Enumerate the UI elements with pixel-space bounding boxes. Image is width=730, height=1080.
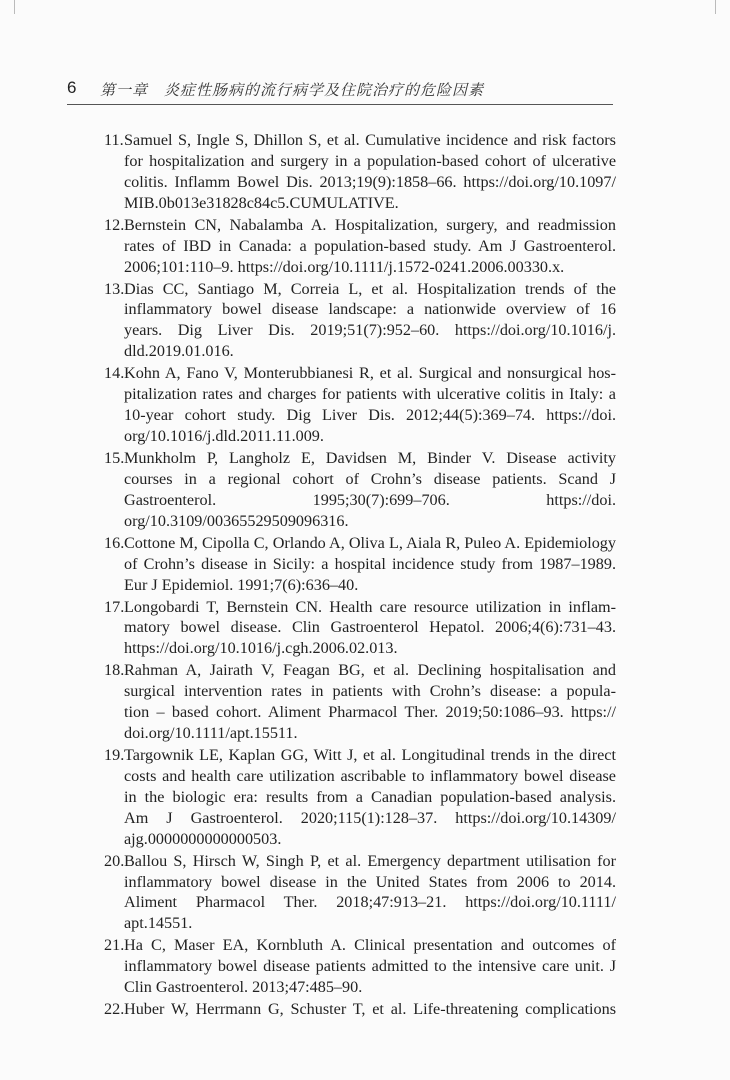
reference-line: 10-year cohort study. Dig Liver Dis. 2012;44(5):369–74. https://doi.: [124, 406, 616, 425]
reference-line: Dias CC, Santiago M, Correia L, et al. Hospitalization trends of the: [124, 279, 616, 298]
reference-line: Ha C, Maser EA, Kornbluth A. Clinical presentation and outcomes of: [124, 936, 616, 955]
reference-line: Kohn A, Fano V, Monterubbianesi R, et al. Surgical and nonsurgical hos-: [124, 364, 616, 383]
page-number: 6: [67, 78, 77, 97]
reference-item: [104, 935, 616, 998]
reference-line: Ballou S, Hirsch W, Singh P, et al. Emergency department utilisation for: [124, 851, 616, 870]
reference-line: Targownik LE, Kaplan GG, Witt J, et al. Longitudinal trends in the direct: [124, 746, 616, 765]
reference-line: Gastroenterol. 1995;30(7):699–706. https://doi.: [124, 490, 616, 509]
reference-line: years. Dig Liver Dis. 2019;51(7):952–60. https://doi.org/10.1016/j.: [124, 321, 616, 340]
reference-item: [104, 660, 616, 744]
reference-line: tion – based cohort. Aliment Pharmacol Ther. 2019;50:1086–93. https://: [124, 703, 616, 722]
reference-line: Samuel S, Ingle S, Dhillon S, et al. Cumulative incidence and risk factors: [124, 131, 616, 149]
reference-number: 11.: [104, 131, 124, 149]
reference-number: 19.: [104, 746, 125, 765]
reference-line: org/10.3109/00365529509096316.: [124, 511, 349, 530]
reference-item: [104, 851, 616, 935]
reference-line: rates of IBD in Canada: a population-based study. Am J Gastroenterol.: [124, 236, 616, 255]
reference-item: [104, 999, 616, 1020]
reference-line: dld.2019.01.016.: [124, 342, 234, 361]
reference-line: org/10.1016/j.dld.2011.11.009.: [124, 426, 324, 445]
reference-list: [104, 130, 616, 1021]
reference-line: Bernstein CN, Nabalamba A. Hospitalization, surgery, and readmission: [124, 215, 616, 234]
reference-line: Longobardi T, Bernstein CN. Health care resource utilization in inflam-: [124, 597, 616, 616]
reference-number: 20.: [104, 851, 125, 870]
crop-mark-right: [715, 0, 730, 14]
running-header: [67, 78, 613, 105]
reference-line: matory bowel disease. Clin Gastroenterol Hepatol. 2006;4(6):731–43.: [124, 618, 616, 637]
reference-item: [104, 533, 616, 596]
reference-line: in the biologic era: results from a Canadian population-based analysis.: [124, 787, 616, 806]
reference-number: 16.: [104, 533, 125, 552]
reference-line: courses in a regional cohort of Crohn’s disease patients. Scand J: [124, 469, 616, 488]
reference-line: costs and health care utilization ascribable to inflammatory bowel disease: [124, 766, 616, 785]
reference-number: 21.: [104, 936, 125, 955]
reference-line: Aliment Pharmacol Ther. 2018;47:913–21. https://doi.org/10.1111/: [124, 893, 616, 912]
reference-line: MIB.0b013e31828c84c5.CUMULATIVE.: [124, 193, 399, 212]
reference-number: 14.: [104, 364, 125, 383]
reference-line: pitalization rates and charges for patients with ulcerative colitis in Italy: a: [124, 385, 616, 404]
reference-line: colitis. Inflamm Bowel Dis. 2013;19(9):1858–66. https://doi.org/10.1097/: [124, 172, 616, 191]
reference-number: 22.: [104, 1000, 125, 1019]
reference-item: [104, 130, 616, 214]
reference-line: Am J Gastroenterol. 2020;115(1):128–37. https://doi.org/10.14309/: [124, 808, 616, 827]
reference-line: https://doi.org/10.1016/j.cgh.2006.02.013.: [124, 639, 398, 658]
reference-item: [104, 745, 616, 850]
reference-line: Clin Gastroenterol. 2013;47:485–90.: [124, 978, 363, 997]
reference-item: [104, 448, 616, 532]
reference-item: [104, 215, 616, 278]
reference-number: 17.: [104, 597, 125, 616]
chapter-title: 第一章 炎症性肠病的流行病学及住院治疗的危险因素: [100, 83, 485, 99]
reference-line: Rahman A, Jairath V, Feagan BG, et al. Declining hospitalisation and: [124, 661, 616, 680]
reference-number: 13.: [104, 279, 125, 298]
reference-line: for hospitalization and surgery in a population-based cohort of ulcerative: [124, 151, 616, 170]
reference-line: doi.org/10.1111/apt.15511.: [124, 724, 298, 743]
reference-item: [104, 363, 616, 447]
reference-line: Munkholm P, Langholz E, Davidsen M, Binder V. Disease activity: [124, 448, 616, 467]
reference-line: Eur J Epidemiol. 1991;7(6):636–40.: [124, 575, 359, 594]
reference-line: 2006;101:110–9. https://doi.org/10.1111/j.1572-0241.2006.00330.x.: [124, 257, 565, 276]
reference-line: surgical intervention rates in patients with Crohn’s disease: a popula-: [124, 682, 616, 701]
crop-mark-left: [0, 0, 15, 14]
reference-line: apt.14551.: [124, 914, 193, 933]
reference-number: 15.: [104, 448, 125, 467]
reference-line: inflammatory bowel disease in the United States from 2006 to 2014.: [124, 872, 616, 891]
reference-line: of Crohn’s disease in Sicily: a hospital incidence study from 1987–1989.: [124, 554, 616, 573]
reference-line: ajg.0000000000000503.: [124, 829, 282, 848]
reference-line: inflammatory bowel disease patients admitted to the intensive care unit. J: [124, 957, 616, 976]
reference-line: inflammatory bowel disease landscape: a nationwide overview of 16: [124, 300, 616, 319]
reference-item: [104, 279, 616, 363]
reference-number: 18.: [104, 661, 125, 680]
reference-line: Huber W, Herrmann G, Schuster T, et al. Life-threatening complications: [124, 1000, 616, 1019]
reference-line: Cottone M, Cipolla C, Orlando A, Oliva L, Aiala R, Puleo A. Epidemiology: [124, 533, 616, 552]
reference-number: 12.: [104, 215, 125, 234]
reference-item: [104, 597, 616, 660]
